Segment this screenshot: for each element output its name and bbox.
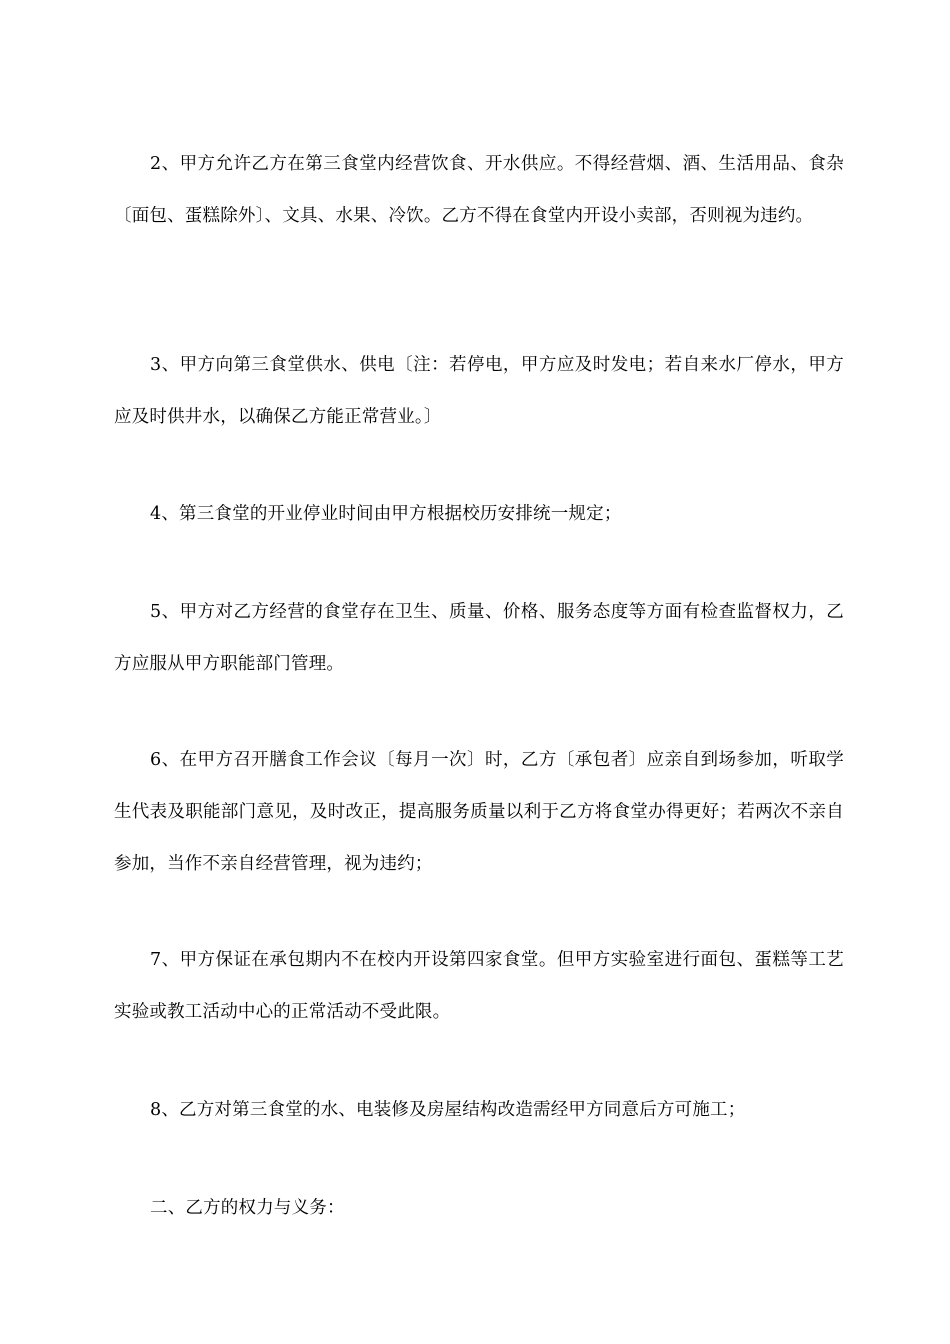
clause-6-paragraph: 6、在甲方召开膳食工作会议〔每月一次〕时，乙方〔承包者〕应亲自到场参加，听取学生代表及职能部门意见，及时改正，提高服务质量以利于乙方将食堂办得更好；若两次不亲自参加，当作不亲自经营管理，视为违约； (114, 750, 844, 874)
clause-3-paragraph: 3、甲方向第三食堂供水、供电〔注：若停电，甲方应及时发电；若自来水厂停水，甲方应及时供井水，以确保乙方能正常营业。〕 (114, 355, 844, 427)
clause-2-paragraph: 2、甲方允许乙方在第三食堂内经营饮食、开水供应。不得经营烟、酒、生活用品、食杂〔面包、蛋糕除外〕、文具、水果、冷饮。乙方不得在食堂内开设小卖部，否则视为违约。 (114, 154, 844, 226)
clause-7-paragraph: 7、甲方保证在承包期内不在校内开设第四家食堂。但甲方实验室进行面包、蛋糕等工艺实验或教工活动中心的正常活动不受此限。 (114, 950, 844, 1022)
clause-8-paragraph: 8、乙方对第三食堂的水、电装修及房屋结构改造需经甲方同意后方可施工； (150, 1100, 746, 1120)
clause-4-paragraph: 4、第三食堂的开业停业时间由甲方根据校历安排统一规定； (150, 504, 622, 524)
clause-5-paragraph: 5、甲方对乙方经营的食堂存在卫生、质量、价格、服务态度等方面有检查监督权力，乙方应服从甲方职能部门管理。 (114, 602, 844, 674)
section-heading-party-b-rights: 二、乙方的权力与义务： (150, 1198, 345, 1218)
